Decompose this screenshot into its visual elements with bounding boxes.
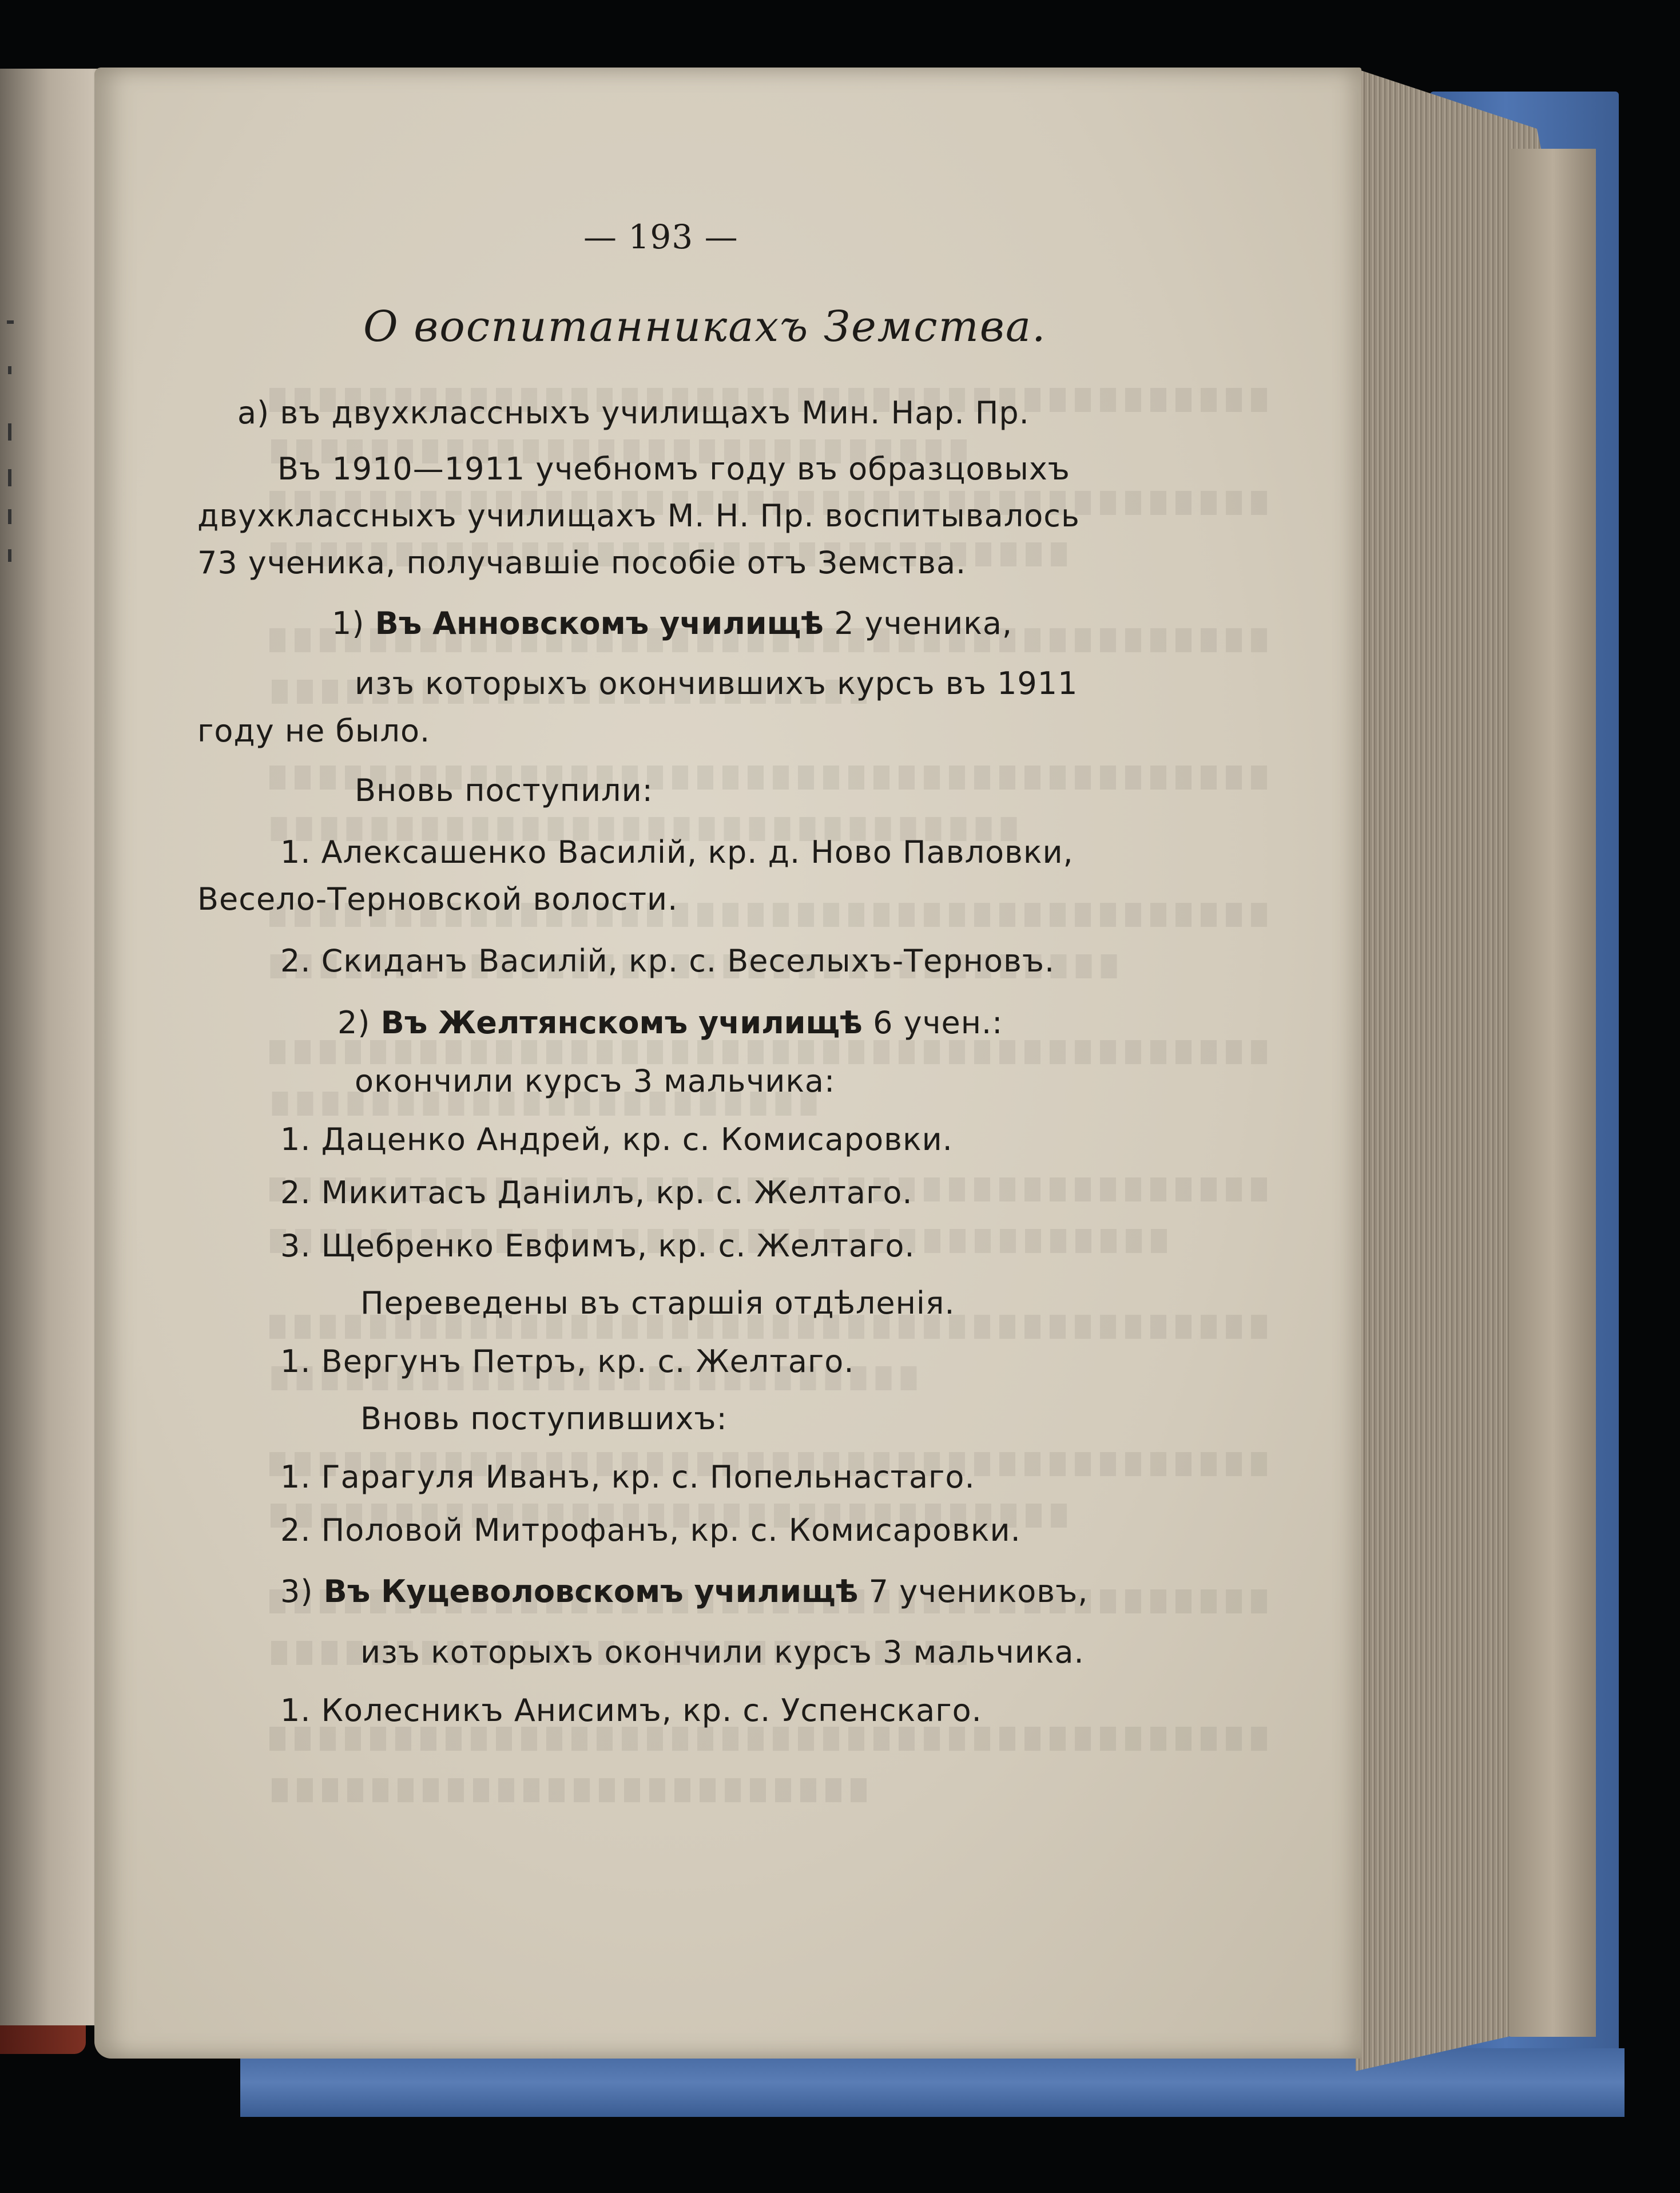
paragraph-line: 73 ученика, получавшіе пособіе отъ Земства. xyxy=(197,545,967,581)
list-item: 2. Половой Митрофанъ, кр. с. Комисаровки. xyxy=(280,1512,1021,1548)
list-item: 3. Щебренко Евфимъ, кр. с. Желтаго. xyxy=(280,1228,915,1264)
school-name: Въ Анновскомъ училищѣ xyxy=(375,605,824,641)
list-item: 2. Микитасъ Даніилъ, кр. с. Желтаго. xyxy=(280,1175,913,1211)
school-number: 2) xyxy=(337,1005,371,1041)
page-number: — 193 — xyxy=(583,217,738,256)
margin-mark xyxy=(8,509,11,524)
book-page xyxy=(94,68,1361,2059)
list-item: 1. Гарагуля Иванъ, кр. с. Попельнастаго. xyxy=(280,1459,975,1495)
page-stack-inner xyxy=(1510,149,1596,2037)
margin-mark xyxy=(8,366,11,374)
book-cover-bottom xyxy=(240,2048,1625,2117)
list-caption: Вновь поступившихъ: xyxy=(360,1401,728,1437)
list-item: 1. Колесникъ Анисимъ, кр. с. Успенскаго. xyxy=(280,1692,982,1728)
margin-mark xyxy=(8,469,11,486)
school-name: Въ Желтянскомъ училищѣ xyxy=(380,1005,863,1041)
margin-mark xyxy=(8,549,11,562)
paragraph-line: изъ которыхъ окончившихъ курсъ въ 1911 xyxy=(355,665,1078,701)
margin-mark xyxy=(8,423,11,441)
school-heading xyxy=(337,1005,1003,1041)
list-caption: Вновь поступили: xyxy=(355,772,653,808)
school-count: 2 ученика, xyxy=(834,605,1013,641)
list-item: 2. Скиданъ Василій, кр. с. Веселыхъ-Терновъ. xyxy=(280,943,1055,979)
school-count: 6 учен.: xyxy=(873,1005,1003,1041)
school-count: 7 учениковъ, xyxy=(868,1573,1089,1609)
list-caption: окончили курсъ 3 мальчика: xyxy=(355,1063,836,1099)
subsection-title: а) въ двухклассныхъ училищахъ Мин. Нар. Пр. xyxy=(237,395,1030,431)
school-heading xyxy=(332,605,1012,641)
list-item: 1. Вергунъ Петръ, кр. с. Желтаго. xyxy=(280,1343,855,1379)
paragraph-line: изъ которыхъ окончили курсъ 3 мальчика. xyxy=(360,1634,1085,1670)
list-item: 1. Алексашенко Василій, кр. д. Ново Павловки, xyxy=(280,834,1074,870)
school-name: Въ Куцеволовскомъ училищѣ xyxy=(323,1573,859,1609)
school-number: 3) xyxy=(280,1573,313,1609)
paragraph-line: году не было. xyxy=(197,713,431,749)
school-number: 1) xyxy=(332,605,365,641)
paragraph-line: двухклассныхъ училищахъ М. Н. Пр. воспитывалось xyxy=(197,498,1080,534)
list-item: 1. Даценко Андрей, кр. с. Комисаровки. xyxy=(280,1121,953,1157)
section-heading: О воспитанникахъ Земства. xyxy=(363,302,1047,351)
page-text xyxy=(94,68,1361,2059)
list-item: Весело-Терновской волости. xyxy=(197,881,678,917)
margin-mark xyxy=(7,320,14,324)
paragraph-line: Въ 1910—1911 учебномъ году въ образцовыхъ xyxy=(277,451,1070,487)
list-caption: Переведены въ старшія отдѣленія. xyxy=(360,1285,955,1321)
school-heading xyxy=(280,1573,1088,1609)
